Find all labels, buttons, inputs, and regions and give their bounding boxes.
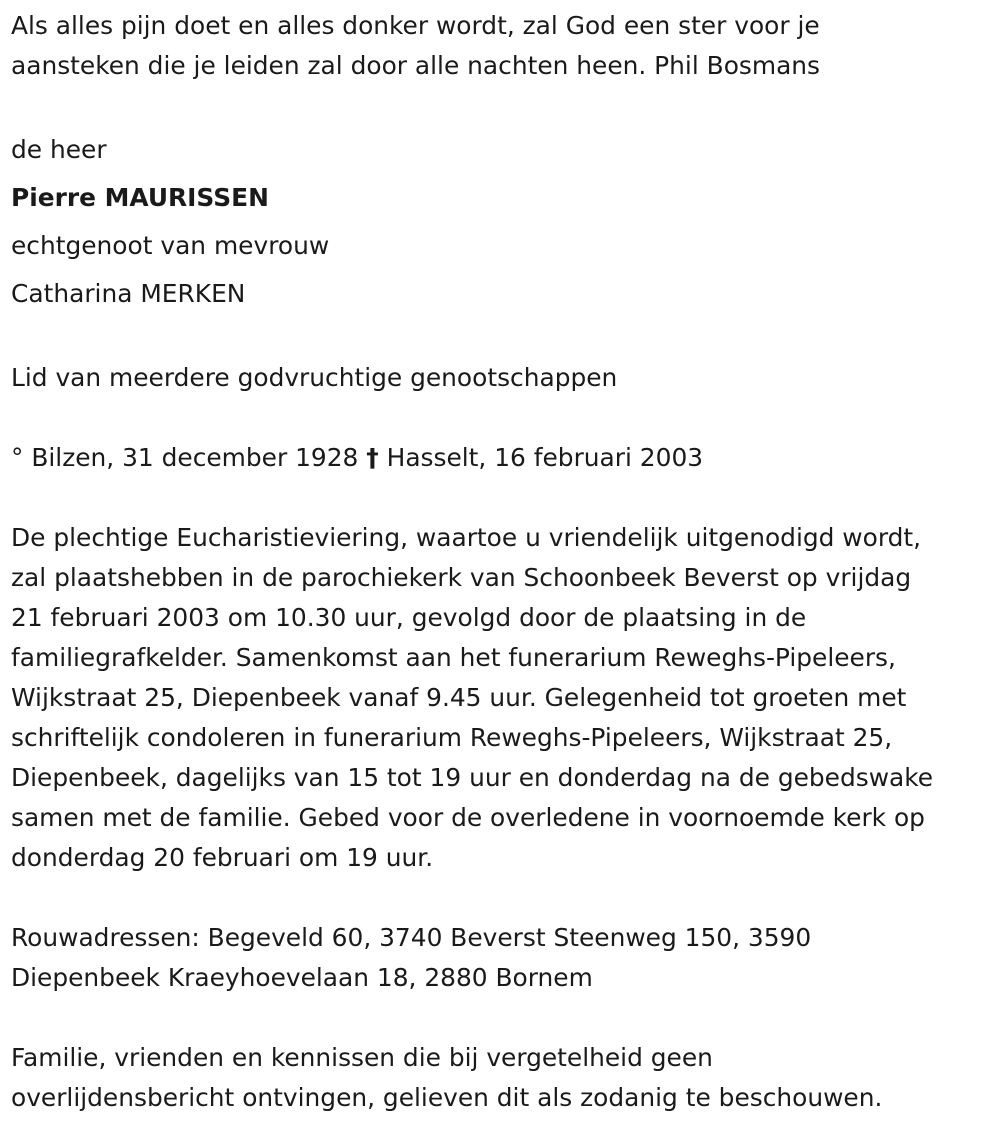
addresses-line-1: Rouwadressen: Begeveld 60, 3740 Beverst Steenweg 150, 3590 — [11, 923, 812, 952]
quote-block — [11, 6, 996, 86]
spacer — [11, 318, 996, 358]
dates-line — [11, 438, 996, 478]
ceremony-line: De plechtige Eucharistieviering, waartoe u vriendelijk uitgenodigd wordt, — [11, 523, 922, 552]
membership-text: Lid van meerdere godvruchtige genootschappen — [11, 363, 618, 392]
birth-symbol: ° — [11, 443, 24, 472]
spouse-name: Catharina MERKEN — [11, 279, 246, 308]
spacer — [11, 398, 996, 438]
obituary-document — [11, 6, 996, 1118]
notice-line-1: Familie, vrienden en kennissen die bij vergetelheid geen — [11, 1043, 713, 1072]
ceremony-line: Diepenbeek, dagelijks van 15 tot 19 uur en donderdag na de gebedswake — [11, 763, 934, 792]
ceremony-line: donderdag 20 februari om 19 uur. — [11, 843, 434, 872]
prefix-text: de heer — [11, 135, 107, 164]
spacer — [11, 478, 996, 518]
spacer — [11, 998, 996, 1038]
ceremony-line: 21 februari 2003 om 10.30 uur, gevolgd door de plaatsing in de — [11, 603, 807, 632]
ceremony-line: Wijkstraat 25, Diepenbeek vanaf 9.45 uur. Gelegenheid tot groeten met — [11, 683, 907, 712]
notice-line-2: overlijdensbericht ontvingen, gelieven dit als zodanig te beschouwen. — [11, 1083, 883, 1112]
quote-line-1: Als alles pijn doet en alles donker wordt, zal God een ster voor je — [11, 11, 820, 40]
birth-date: Bilzen, 31 december 1928 — [31, 443, 359, 472]
spouse-label: echtgenoot van mevrouw — [11, 231, 330, 260]
addresses-line-2: Diepenbeek Kraeyhoevelaan 18, 2880 Bornem — [11, 963, 593, 992]
ceremony-line: zal plaatshebben in de parochiekerk van Schoonbeek Beverst op vrijdag — [11, 563, 912, 592]
ceremony-paragraph — [11, 518, 996, 878]
quote-line-2: aansteken die je leiden zal door alle nachten heen. Phil Bosmans — [11, 51, 821, 80]
death-cross-icon: † — [366, 443, 379, 472]
addresses-block — [11, 918, 996, 998]
spacer — [11, 86, 996, 126]
ceremony-line: schriftelijk condoleren in funerarium Reweghs-Pipeleers, Wijkstraat 25, — [11, 723, 893, 752]
notice-block — [11, 1038, 996, 1118]
spacer — [11, 878, 996, 918]
death-date: Hasselt, 16 februari 2003 — [386, 443, 704, 472]
deceased-name: Pierre MAURISSEN — [11, 183, 269, 212]
ceremony-line: familiegrafkelder. Samenkomst aan het funerarium Reweghs-Pipeleers, — [11, 643, 896, 672]
ceremony-line: samen met de familie. Gebed voor de overledene in voornoemde kerk op — [11, 803, 925, 832]
deceased-block — [11, 126, 996, 318]
